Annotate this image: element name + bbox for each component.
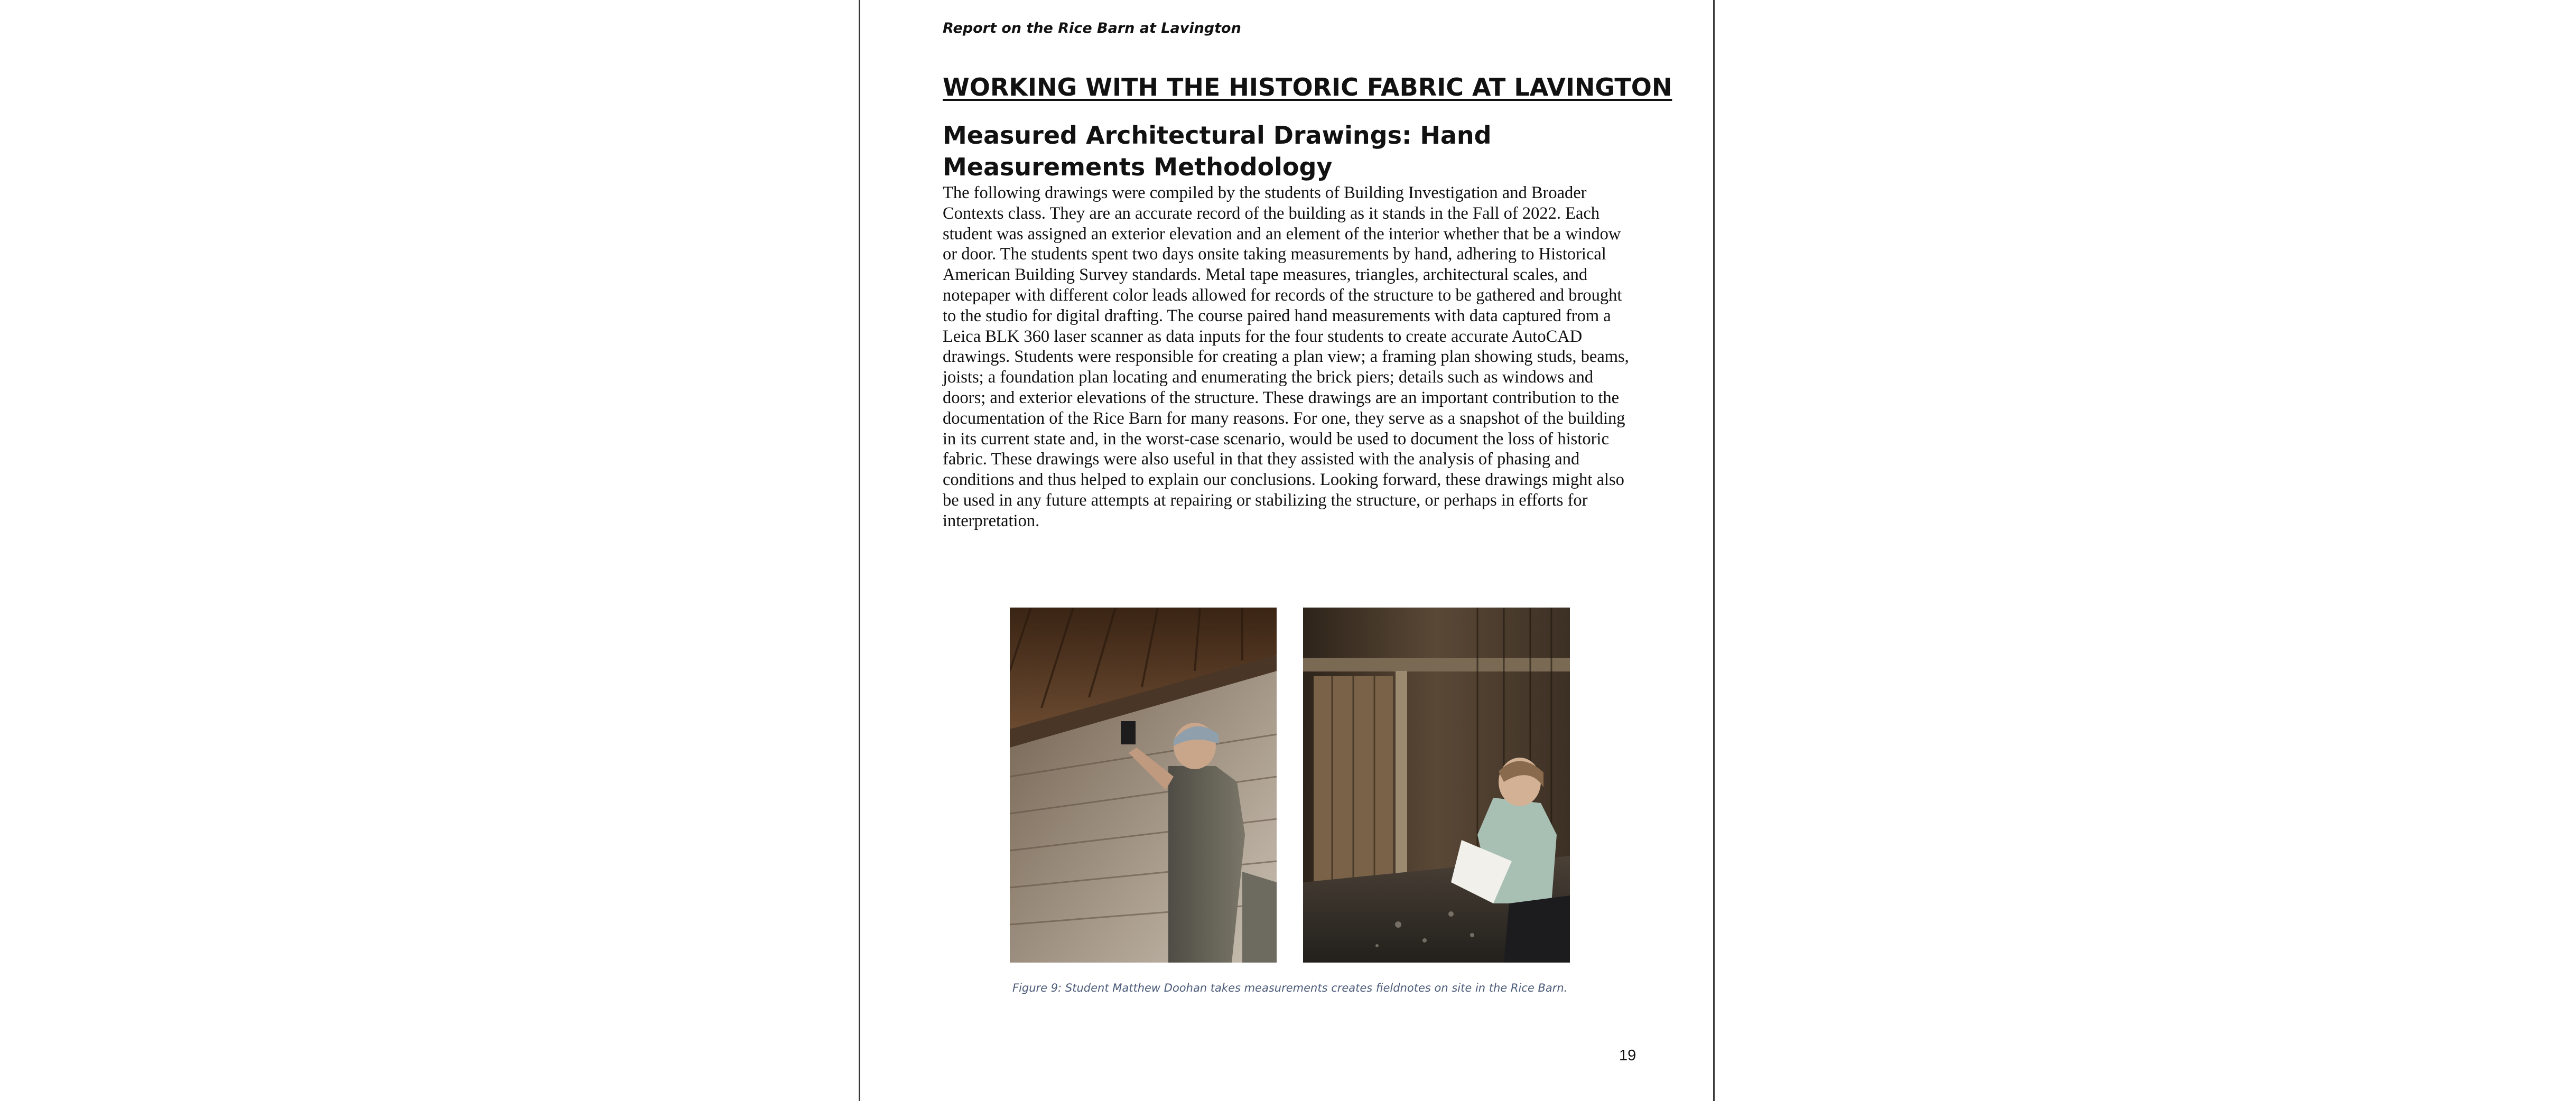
figure-photo-measuring [1010,608,1277,963]
section-title: WORKING WITH THE HISTORIC FABRIC AT LAVINGTON [943,73,1672,101]
figure-photo-fieldnotes [1303,608,1570,963]
document-page [859,0,1715,1101]
photo-measuring-image [1010,608,1277,963]
photo-fieldnotes-image [1303,608,1570,963]
running-header: Report on the Rice Barn at Lavington [943,20,1241,36]
page-number: 19 [1619,1047,1636,1064]
body-paragraph: The following drawings were compiled by the students of Building Investigation and Broader Contexts class. They are an accurate record of the building as it stands in the Fall of 2022. Each student was assigned an exterior elevation and an element of the interior whether that be a window or door. The students spent two days onsite taking measurements by hand, adhering to Historical American Building Survey standards. Metal tape measures, triangles, architectural scales, and notepaper with different color leads allowed for records of the structure to be gathered and brought to the studio for digital drafting. The course paired hand measurements with data captured from a Leica BLK 360 laser scanner as data inputs for the four students to create accurate AutoCAD drawings. Students were responsible for creating a plan view; a framing plan showing studs, beams, joists; a foundation plan locating and enumerating the brick piers; details such as windows and doors; and exterior elevations of the structure. These drawings are an important contribution to the documentation of the Rice Barn for many reasons. For one, they serve as a snapshot of the building in its current state and, in the worst-case scenario, would be used to document the loss of historic fabric. These drawings were also useful in that they assisted with the analysis of phasing and conditions and thus helped to explain our conclusions. Looking forward, these drawings might also be used in any future attempts at repairing or stabilizing the structure, or perhaps in efforts for interpretation. [943,183,1629,530]
subsection-title: Measured Architectural Drawings: Hand Measurements Methodology [943,121,1492,181]
figure-caption: Figure 9: Student Matthew Doohan takes measurements creates fieldnotes on site in the Rice Barn. [1012,982,1568,994]
